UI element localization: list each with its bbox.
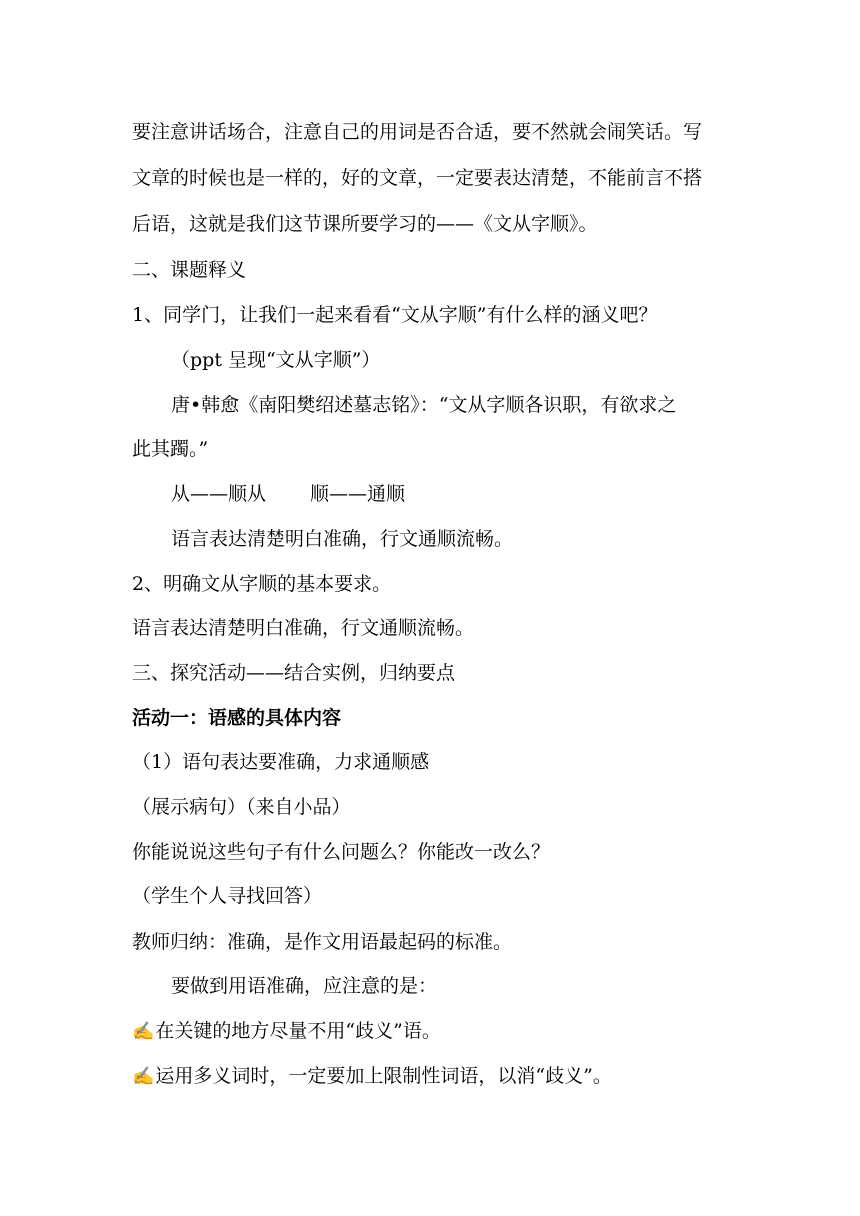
definition-line [171,482,771,506]
activity-heading: 活动一：语感的具体内容 [132,707,342,729]
section-heading-3: 三、探究活动——结合实例，归纳要点 [132,662,456,684]
question-line: 你能说说这些句子有什么问题么？你能改一改么？ [132,841,551,863]
pencil-icon: ✍ [132,1066,155,1087]
student-note: （学生个人寻找回答） [132,885,323,907]
bullet-item-1 [132,1019,732,1044]
section-heading-2: 二、课题释义 [132,259,247,281]
paragraph-line-1: 要注意讲话场合，注意自己的用词是否合适，要不然就会闹笑话。写 [132,121,703,143]
paragraph-line-2: 文章的时候也是一样的，好的文章，一定要表达清楚，不能前言不搭 [132,167,703,189]
bullet-item-2 [132,1064,732,1089]
question-2: 2、明确文从字顺的基本要求。 [132,573,392,595]
quote-line-2: 此其躅。” [132,438,209,460]
pencil-icon: ✍ [132,1021,155,1042]
bullet-text-1: 在关键的地方尽量不用“歧义”语。 [155,1020,441,1042]
definition-shun: 顺——通顺 [310,483,406,505]
paragraph-line-3: 后语，这就是我们这节课所要学习的——《文从字顺》。 [132,213,598,235]
ppt-note: （ppt 呈现“文从字顺”） [171,349,381,371]
requirement-intro: 要做到用语准确，应注意的是： [171,975,438,997]
subpoint-1: （1）语句表达要准确，力求通顺感 [132,751,430,773]
summary-line: 语言表达清楚明白准确，行文通顺流畅。 [132,617,475,639]
note-sick-sentence: （展示病句）（来自小品） [132,796,351,818]
summary-indented: 语言表达清楚明白准确，行文通顺流畅。 [171,528,514,550]
quote-line-1: 唐•韩愈《南阳樊绍述墓志铭》：“文从字顺各识职，有欲求之 [171,394,677,416]
question-1: 1、同学门，让我们一起来看看“文从字顺”有什么样的涵义吧？ [132,304,658,326]
bullet-text-2: 运用多义词时，一定要加上限制性词语，以消“歧义”。 [155,1065,612,1087]
definition-cong: 从——顺从 [171,483,267,505]
teacher-summary: 教师归纳：准确，是作文用语最起码的标准。 [132,931,513,953]
